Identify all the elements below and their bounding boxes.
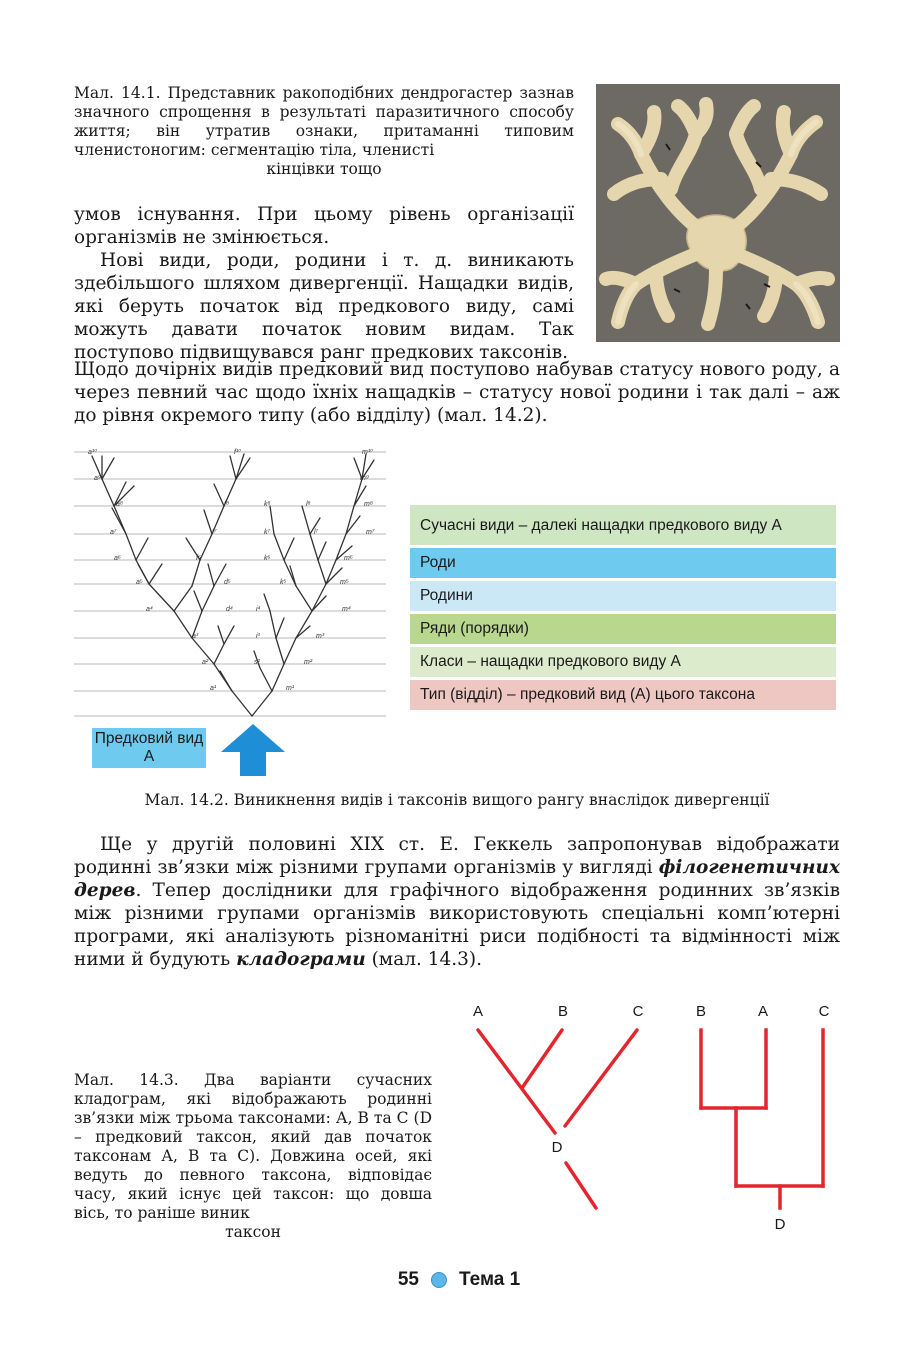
tree-branch — [194, 591, 202, 611]
tree-node-label: a⁸ — [116, 501, 123, 508]
up-arrow-icon — [221, 724, 285, 776]
tree-node-label: k⁷ — [264, 529, 271, 536]
tree-branch — [274, 534, 284, 560]
legend-phylum — [410, 680, 836, 710]
tree-branch — [200, 534, 212, 560]
fig-14-3-caption-end: таксон — [225, 1223, 281, 1241]
tree-node-label: f⁷ — [212, 529, 217, 536]
term-phylogenetic-trees: філогенетичних дерев — [74, 857, 840, 901]
legend-classes-text: Класи – нащадки предкового виду А — [420, 653, 681, 670]
tree-branch — [270, 611, 276, 638]
tree-branch — [126, 534, 136, 560]
tree-node-label: k⁶ — [264, 555, 271, 562]
tree-node-label: a⁴ — [146, 606, 153, 613]
legend-orders-text: Ряди (порядки) — [420, 620, 529, 637]
right-label-a: A — [757, 1003, 769, 1020]
tree-branch — [318, 560, 326, 584]
tree-node-label: i³ — [256, 633, 260, 640]
page-number: 55 — [397, 1269, 419, 1290]
tree-node-label: a⁶ — [114, 555, 121, 562]
legend-genera-text: Роди — [420, 554, 456, 571]
tree-branch — [252, 691, 272, 716]
bullet-dot-icon — [431, 1272, 447, 1288]
tree-branch — [236, 458, 250, 479]
divergence-tree — [74, 446, 386, 722]
tree-node-label: m⁹ — [360, 475, 369, 482]
tree-node-label: m⁸ — [364, 501, 373, 508]
tree-branch — [354, 479, 362, 506]
tree-node-label: d⁵ — [224, 579, 231, 586]
tree-node-label: m⁴ — [342, 606, 351, 613]
legend-modern-species-text: Сучасні види – далекі нащадки предкового виду А — [420, 516, 782, 534]
term-cladograms: кладограми — [236, 949, 366, 970]
right-label-c: C — [818, 1003, 830, 1020]
ancestor-label — [92, 728, 206, 768]
tree-node-label: m² — [304, 659, 313, 666]
cladograms — [460, 998, 860, 1238]
paragraph-3: Щодо дочірніх видів предковий вид поступово набував статусу нового роду, а через певний час щодо їхніх нащадків – статусу нової родини і так далі – аж до рівня окремого типу (або відділу) (мал. 14.2). — [74, 359, 840, 426]
left-label-a: A — [472, 1003, 484, 1020]
tree-branch — [224, 626, 234, 644]
tree-branch — [149, 564, 162, 584]
tree-branch — [204, 510, 212, 534]
tree-branch — [236, 454, 244, 479]
tree-node-label: k⁵ — [280, 579, 287, 586]
tree-branch — [220, 671, 232, 691]
tree-node-label: d⁴ — [226, 606, 233, 613]
ancestor-label-text: Предковий вид А — [94, 730, 204, 765]
tree-node-label: i⁴ — [256, 606, 261, 613]
tree-branch — [102, 479, 114, 506]
tree-node-label: f⁶ — [196, 555, 201, 562]
tree-node-label: l⁷ — [314, 529, 319, 536]
left-label-d: D — [551, 1139, 563, 1156]
tree-node-label: a² — [202, 659, 209, 666]
legend-classes — [410, 647, 836, 677]
tree-node-label: m⁶ — [344, 555, 353, 562]
tree-branch — [270, 506, 274, 534]
legend-modern-species — [410, 505, 836, 545]
cladogram-left — [478, 1030, 637, 1208]
tree-node-label: a³ — [192, 633, 199, 640]
tree-branch — [296, 611, 312, 638]
left-branch-b — [522, 1030, 562, 1088]
tree-branch — [310, 534, 318, 560]
cladogram-right — [701, 1030, 823, 1208]
tree-node-label: m¹⁰ — [362, 449, 373, 456]
paragraph-4 — [74, 833, 840, 971]
paragraph-4-part-1: Ще у другій половині XIX ст. Е. Геккель запропонував відображати родинні зв’язки між різними групами організмів у вигляді — [74, 834, 840, 878]
tree-branch — [302, 506, 310, 534]
fig-14-1-caption-end: кінцівки тощо — [266, 160, 382, 178]
legend-orders — [410, 614, 836, 644]
fig-14-3-caption: Мал. 14.3. Два варіанти сучасних кладограм, які відображають родинні зв’язки між трьома таксонами: А, В та С (D – предковий таксон, який дав початок таксонам А, В та С). Довжина осей, які ведуть до певного таксона, відповідає часу, який існує цей таксон: що довша вісь, то раніше виник — [74, 1071, 432, 1222]
tree-node-label: a⁵ — [136, 579, 143, 586]
left-branch-c — [565, 1030, 637, 1126]
tree-branch — [218, 626, 224, 644]
tree-branch — [102, 458, 114, 479]
right-label-d: D — [774, 1216, 786, 1233]
paragraph-2: Нові види, роди, родини і т. д. виникають здебільшого шляхом дивергенції. Нащадки видів, які беруть початок від предкового виду, самі можуть давати початок новим видам. Так поступово підвищувався ранг предкових таксонів. — [74, 250, 574, 363]
tree-branch — [174, 586, 192, 611]
tree-node-label: m⁷ — [366, 529, 375, 536]
tree-branch — [276, 638, 284, 664]
tree-branch — [230, 456, 236, 479]
tree-node-label: f⁸ — [224, 501, 229, 508]
dendrogaster-photo — [596, 84, 840, 342]
tree-branch — [260, 668, 272, 691]
tree-branch — [174, 611, 192, 638]
tree-node-label: m⁵ — [340, 579, 349, 586]
tree-branch — [214, 484, 224, 506]
tree-branch — [296, 626, 310, 638]
legend-genera — [410, 548, 836, 578]
tree-node-label: a¹ — [210, 685, 217, 692]
paragraph-4-part-2: . Тепер дослідники для графічного відображення родинних зв’язків між різними групами організмів використовують спеціальні комп’ютерні програми, які аналізують різноманітні риси подібності та відмінності між ними й будують — [74, 880, 840, 970]
topic-label: Тема 1 — [458, 1269, 521, 1290]
tree-node-label: a¹⁰ — [88, 449, 98, 456]
left-branch-d — [566, 1163, 596, 1208]
fig-14-1-caption: Мал. 14.1. Представник ракоподібних дендрогастер зазнав значного спрощення в результаті паразитичного способу життя; він утратив ознаки, притаманні типовим членистоногим: сегментацію тіла, членисті — [74, 84, 574, 159]
tree-branch — [272, 664, 284, 691]
right-label-b: B — [695, 1003, 707, 1020]
legend-families — [410, 581, 836, 611]
tree-node-label: k⁸ — [264, 501, 271, 508]
tree-node-label: m¹ — [286, 685, 295, 692]
tree-branch — [326, 560, 336, 584]
legend-phylum-text: Тип (відділ) – предковий вид (А) цього таксона — [420, 686, 755, 703]
fig-14-2-caption: Мал. 14.2. Виникнення видів і таксонів вищого рангу внаслідок дивергенції — [144, 791, 770, 809]
paragraph-1: умов існування. При цьому рівень організації організмів не змінюється. — [74, 204, 574, 248]
tree-branch — [202, 586, 214, 611]
tree-node-label: m³ — [316, 633, 325, 640]
tree-branch — [284, 638, 296, 664]
tree-branch — [264, 594, 270, 611]
page-footer — [0, 1268, 918, 1292]
tree-branch — [214, 644, 224, 664]
tree-branch — [284, 538, 294, 560]
left-label-b: B — [557, 1003, 569, 1020]
tree-branch — [276, 618, 284, 638]
paragraph-4-part-3: (мал. 14.3). — [365, 949, 483, 970]
tree-branch — [232, 691, 252, 716]
left-branch-a — [478, 1030, 555, 1133]
tree-branch — [296, 586, 312, 611]
tree-branch — [192, 560, 200, 586]
tree-node-label: f¹⁰ — [234, 449, 242, 456]
tree-branch — [318, 542, 326, 560]
tree-node-label: l⁸ — [306, 501, 311, 508]
left-label-c: C — [632, 1003, 644, 1020]
tree-node-label: s² — [254, 659, 260, 666]
tree-node-label: a⁷ — [110, 529, 117, 536]
tree-branch — [136, 538, 148, 560]
tree-branch — [208, 564, 214, 586]
legend-families-text: Родини — [420, 587, 473, 604]
tree-node-label: a⁹ — [94, 475, 102, 482]
